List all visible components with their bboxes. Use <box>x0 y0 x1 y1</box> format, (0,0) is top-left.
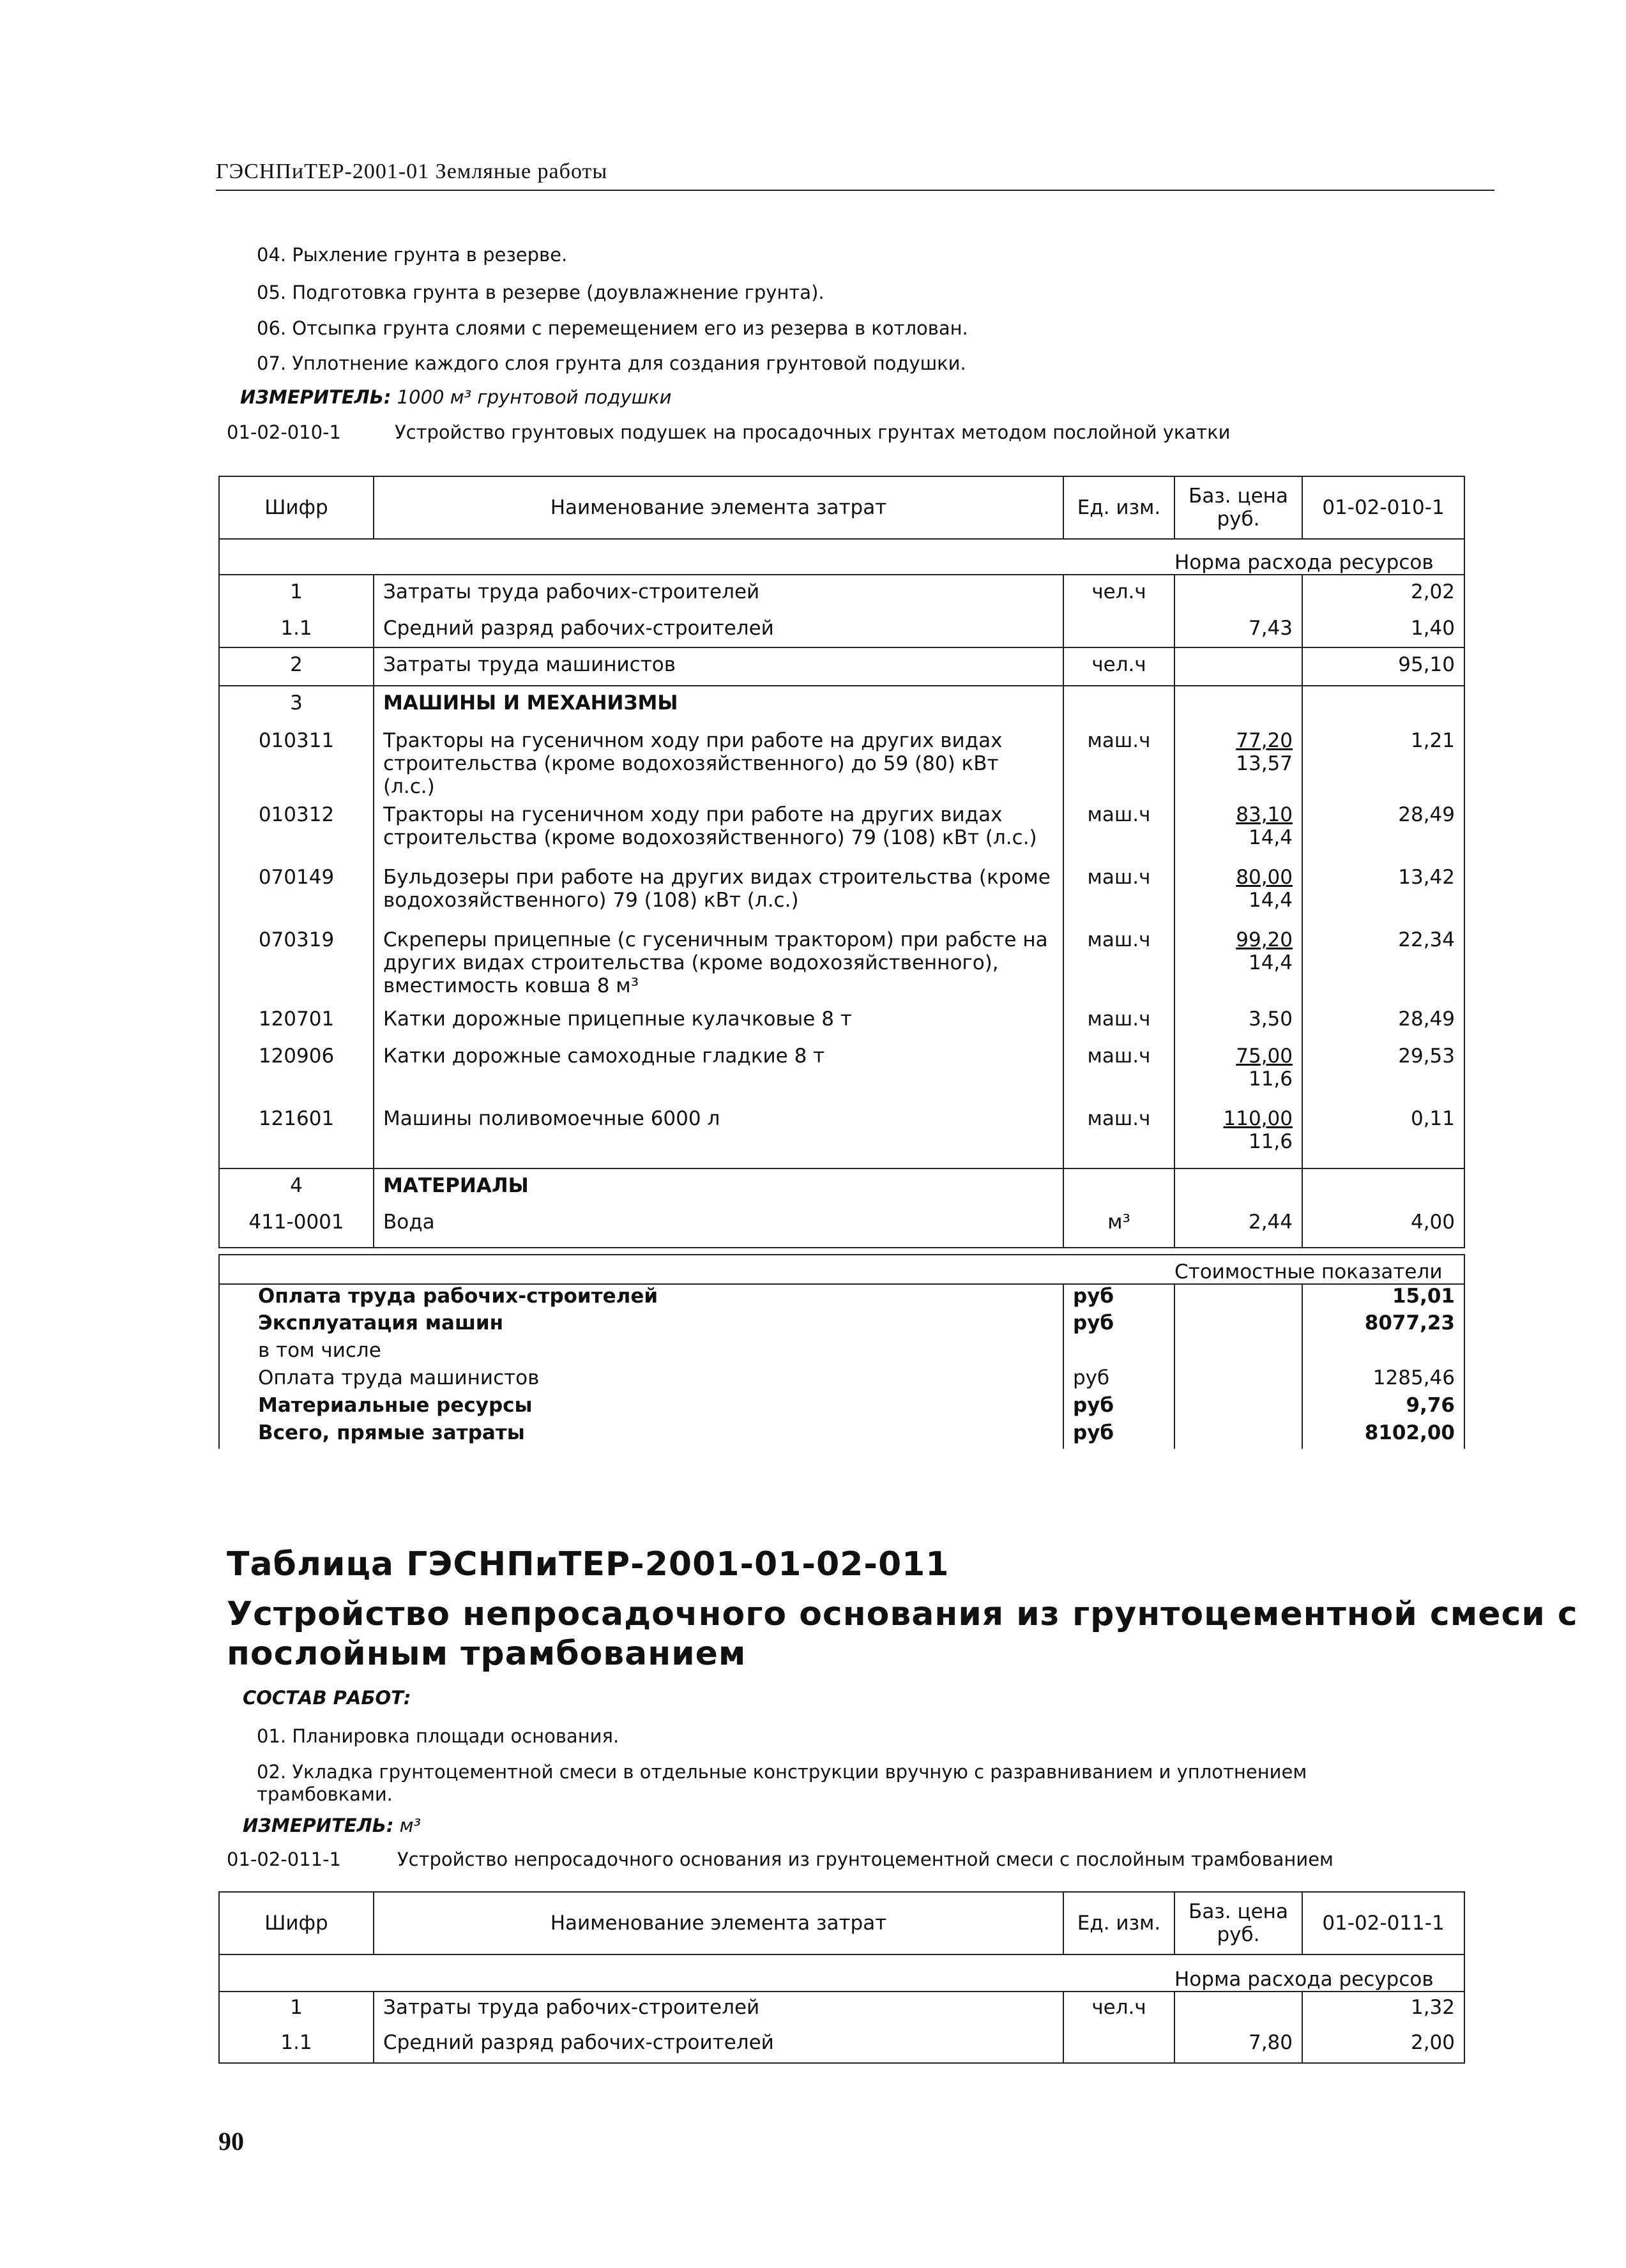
row-unit <box>1063 2027 1174 2063</box>
t2-header-price <box>1174 1892 1302 1954</box>
summary-row <box>219 1394 1464 1421</box>
summary-label: Всего, прямые затраты <box>219 1421 1063 1449</box>
norm-code: 01-02-010-1 <box>227 421 341 443</box>
row-name: Скреперы прицепные (с гусеничным трактором) при рабсте на других видах строительства (кроме водохозяйственного), вместимость ковша 8 м³ <box>374 923 1063 1002</box>
page-number: 90 <box>218 2127 244 2156</box>
row-price <box>1174 647 1302 686</box>
section-title-line1: Устройство непросадочного основания из грунтоцементной смеси с <box>227 1595 1578 1633</box>
header-price-line1: Баз. цена <box>1189 485 1288 508</box>
work-step-02-cont: трамбовками. <box>257 1783 393 1805</box>
row-unit <box>1063 686 1174 724</box>
row-unit: маш.ч <box>1063 798 1174 861</box>
cost-indicators-row <box>219 1255 1464 1284</box>
summary-row <box>219 1284 1464 1312</box>
row-qty: 1,40 <box>1302 612 1464 647</box>
row-qty: 29,53 <box>1302 1040 1464 1102</box>
row-code: 010311 <box>219 724 374 798</box>
measure-label: ИЗМЕРИТЕЛЬ: <box>240 386 391 408</box>
row-code: 070319 <box>219 923 374 1002</box>
row-unit: чел.ч <box>1063 1992 1174 2027</box>
row-price-base: 83,10 <box>1236 803 1293 826</box>
work-step-04: 04. Рыхление грунта в резерве. <box>257 244 568 266</box>
row-price-base: 2,44 <box>1248 1211 1293 1234</box>
summary-row <box>219 1312 1464 1339</box>
row-unit: маш.ч <box>1063 861 1174 923</box>
row-price-wage: 11,6 <box>1248 1068 1293 1091</box>
summary-empty <box>1174 1284 1302 1312</box>
row-unit: маш.ч <box>1063 1040 1174 1102</box>
row-price <box>1174 575 1302 612</box>
row-qty: 28,49 <box>1302 798 1464 861</box>
row-name: Катки дорожные прицепные кулачковые 8 т <box>374 1002 1063 1040</box>
row-price-wage: 14,4 <box>1248 826 1293 849</box>
row-unit: маш.ч <box>1063 1002 1174 1040</box>
row-code: 1 <box>219 1992 374 2027</box>
row-unit: м³ <box>1063 1206 1174 1248</box>
work-step-06: 06. Отсыпка грунта слоями с перемещением его из резерва в котлован. <box>257 317 968 339</box>
row-price <box>1174 923 1302 1002</box>
section-title-line2: послойным трамбованием <box>227 1635 747 1673</box>
row-price-base: 75,00 <box>1236 1045 1293 1068</box>
summary-value: 9,76 <box>1302 1394 1464 1421</box>
summary-row <box>219 1339 1464 1366</box>
row-name: Средний разряд рабочих-строителей <box>374 2027 1063 2063</box>
header-norm-code: 01-02-010-1 <box>1302 476 1464 539</box>
t2-header-name: Наименование элемента затрат <box>374 1892 1063 1954</box>
table-row <box>219 1168 1464 1206</box>
row-name: Затраты труда рабочих-строителей <box>374 575 1063 612</box>
row-code: 4 <box>219 1168 374 1206</box>
t2-norm-consumption-label: Норма расхода ресурсов <box>1174 1954 1464 1992</box>
row-code: 2 <box>219 647 374 686</box>
row-name: Бульдозеры при работе на других видах строительства (кроме водохозяйственного) 79 (108) кВт (л.с.) <box>374 861 1063 923</box>
table-row <box>219 798 1464 861</box>
table-row <box>219 1102 1464 1168</box>
table-row <box>219 575 1464 612</box>
summary-unit <box>1063 1339 1174 1366</box>
row-name: МАШИНЫ И МЕХАНИЗМЫ <box>374 686 1063 724</box>
row-name: Катки дорожные самоходные гладкие 8 т <box>374 1040 1063 1102</box>
summary-value: 15,01 <box>1302 1284 1464 1312</box>
measure-line-1 <box>240 386 672 408</box>
row-qty: 95,10 <box>1302 647 1464 686</box>
norm-line-1 <box>227 421 341 443</box>
table-row <box>219 861 1464 923</box>
row-price <box>1174 1206 1302 1248</box>
row-price <box>1174 724 1302 798</box>
summary-empty <box>1174 1421 1302 1449</box>
measure-value-2: м³ <box>399 1815 422 1836</box>
row-code: 010312 <box>219 798 374 861</box>
norm-consumption-row <box>219 539 1464 575</box>
row-price-base: 80,00 <box>1236 866 1293 889</box>
row-code: 1.1 <box>219 612 374 647</box>
summary-empty <box>1174 1312 1302 1339</box>
table-row <box>219 612 1464 647</box>
cost-indicators-label: Стоимостные показатели <box>1174 1255 1464 1284</box>
summary-value: 8102,00 <box>1302 1421 1464 1449</box>
row-code: 1 <box>219 575 374 612</box>
norms-table-2 <box>218 1891 1465 2064</box>
summary-row <box>219 1366 1464 1394</box>
row-price: 7,80 <box>1174 2027 1302 2063</box>
summary-value: 1285,46 <box>1302 1366 1464 1394</box>
row-name: Машины поливомоечные 6000 л <box>374 1102 1063 1168</box>
norm-consumption-label: Норма расхода ресурсов <box>1174 539 1464 575</box>
row-unit: маш.ч <box>1063 923 1174 1002</box>
row-unit: чел.ч <box>1063 575 1174 612</box>
table-title: Таблица ГЭСНПиТЕР-2001-01-02-011 <box>227 1545 950 1584</box>
row-name: МАТЕРИАЛЫ <box>374 1168 1063 1206</box>
row-price-base: 77,20 <box>1236 729 1293 752</box>
row-code: 120701 <box>219 1002 374 1040</box>
summary-row <box>219 1421 1464 1449</box>
t2-header-norm-code: 01-02-011-1 <box>1302 1892 1464 1954</box>
summary-unit: руб <box>1063 1312 1174 1339</box>
row-price-wage: 13,57 <box>1236 752 1293 775</box>
row-price <box>1174 1002 1302 1040</box>
row-name: Тракторы на гусеничном ходу при работе на других видах строительства (кроме водохозяйственного) 79 (108) кВт (л.с.) <box>374 798 1063 861</box>
cost-summary-table-1 <box>218 1254 1465 1449</box>
summary-unit: руб <box>1063 1421 1174 1449</box>
row-price <box>1174 612 1302 647</box>
summary-label: Оплата труда рабочих-строителей <box>219 1284 1063 1312</box>
norm-name-2: Устройство непросадочного основания из грунтоцементной смеси с послойным трамбованием <box>397 1848 1333 1870</box>
row-name: Вода <box>374 1206 1063 1248</box>
row-price <box>1174 1102 1302 1168</box>
row-price-base: 3,50 <box>1248 1008 1293 1031</box>
summary-label: Эксплуатация машин <box>219 1312 1063 1339</box>
table2-header-row <box>219 1892 1464 1954</box>
row-code: 411-0001 <box>219 1206 374 1248</box>
header-code: Шифр <box>219 476 374 539</box>
summary-value: 8077,23 <box>1302 1312 1464 1339</box>
header-rule <box>216 190 1494 191</box>
header-price-line2: руб. <box>1217 508 1260 531</box>
header-price <box>1174 476 1302 539</box>
summary-empty <box>1174 1366 1302 1394</box>
row-unit: маш.ч <box>1063 724 1174 798</box>
t2-header-price-line2: руб. <box>1217 1923 1260 1946</box>
measure-label-2: ИЗМЕРИТЕЛЬ: <box>243 1815 394 1836</box>
row-price <box>1174 861 1302 923</box>
row-code: 070149 <box>219 861 374 923</box>
work-step-05: 05. Подготовка грунта в резерве (доувлажнение грунта). <box>257 282 824 303</box>
composition-label: СОСТАВ РАБОТ: <box>243 1687 411 1709</box>
summary-unit: руб <box>1063 1366 1174 1394</box>
row-code: 1.1 <box>219 2027 374 2063</box>
row-qty: 2,00 <box>1302 2027 1464 2063</box>
table-row <box>219 1002 1464 1040</box>
row-unit: чел.ч <box>1063 647 1174 686</box>
work-step-07: 07. Уплотнение каждого слоя грунта для создания грунтовой подушки. <box>257 352 966 374</box>
running-header: ГЭСНПиТЕР-2001-01 Земляные работы <box>216 160 608 183</box>
measure-line-2 <box>243 1815 421 1836</box>
table-row <box>219 1206 1464 1248</box>
row-name: Средний разряд рабочих-строителей <box>374 612 1063 647</box>
row-name: Затраты труда рабочих-строителей <box>374 1992 1063 2027</box>
row-unit <box>1063 612 1174 647</box>
summary-unit: руб <box>1063 1284 1174 1312</box>
summary-empty <box>1174 1339 1302 1366</box>
norm-code-2: 01-02-011-1 <box>227 1848 341 1870</box>
row-qty: 13,42 <box>1302 861 1464 923</box>
row-price <box>1174 798 1302 861</box>
row-price <box>1174 686 1302 724</box>
row-qty <box>1302 686 1464 724</box>
row-unit: маш.ч <box>1063 1102 1174 1168</box>
row-qty: 4,00 <box>1302 1206 1464 1248</box>
measure-value: 1000 м³ грунтовой подушки <box>397 386 672 408</box>
summary-value <box>1302 1339 1464 1366</box>
table-row <box>219 1040 1464 1102</box>
row-qty: 0,11 <box>1302 1102 1464 1168</box>
row-code: 3 <box>219 686 374 724</box>
table-row <box>219 923 1464 1002</box>
row-price-wage: 14,4 <box>1248 889 1293 912</box>
row-unit <box>1063 1168 1174 1206</box>
work-step-02: 02. Укладка грунтоцементной смеси в отдельные конструкции вручную с разравниванием и уплотнением <box>257 1761 1307 1783</box>
row-code: 120906 <box>219 1040 374 1102</box>
row-price-wage: 14,4 <box>1248 951 1293 974</box>
t2-header-unit: Ед. изм. <box>1063 1892 1174 1954</box>
t2-header-price-line1: Баз. цена <box>1189 1900 1288 1923</box>
row-name: Затраты труда машинистов <box>374 647 1063 686</box>
row-price-wage: 11,6 <box>1248 1130 1293 1153</box>
header-name: Наименование элемента затрат <box>374 476 1063 539</box>
row-price <box>1174 1040 1302 1102</box>
summary-label: Оплата труда машинистов <box>219 1366 1063 1394</box>
row-qty: 22,34 <box>1302 923 1464 1002</box>
summary-label: в том числе <box>219 1339 1063 1366</box>
row-qty: 1,32 <box>1302 1992 1464 2027</box>
row-code: 121601 <box>219 1102 374 1168</box>
table-header-row <box>219 476 1464 539</box>
row-price <box>1174 1168 1302 1206</box>
table-row <box>219 686 1464 724</box>
summary-empty <box>1174 1394 1302 1421</box>
summary-label: Материальные ресурсы <box>219 1394 1063 1421</box>
row-price-base: 7,43 <box>1248 617 1293 640</box>
row-price-base: 99,20 <box>1236 928 1293 951</box>
table-row <box>219 2027 1464 2063</box>
row-price-base: 110,00 <box>1223 1107 1293 1130</box>
table-row <box>219 1992 1464 2027</box>
row-qty: 1,21 <box>1302 724 1464 798</box>
work-step-01: 01. Планировка площади основания. <box>257 1725 619 1747</box>
row-price <box>1174 1992 1302 2027</box>
row-qty <box>1302 1168 1464 1206</box>
header-unit: Ед. изм. <box>1063 476 1174 539</box>
t2-header-code: Шифр <box>219 1892 374 1954</box>
norm-name-1: Устройство грунтовых подушек на просадочных грунтах методом послойной укатки <box>395 421 1231 443</box>
row-name: Тракторы на гусеничном ходу при работе на других видах строительства (кроме водохозяйственного) до 59 (80) кВт (л.с.) <box>374 724 1063 798</box>
table-row <box>219 647 1464 686</box>
norms-table-1 <box>218 476 1465 1248</box>
row-qty: 28,49 <box>1302 1002 1464 1040</box>
row-qty: 2,02 <box>1302 575 1464 612</box>
summary-unit: руб <box>1063 1394 1174 1421</box>
t2-norm-consumption-row <box>219 1954 1464 1992</box>
table-row <box>219 724 1464 798</box>
